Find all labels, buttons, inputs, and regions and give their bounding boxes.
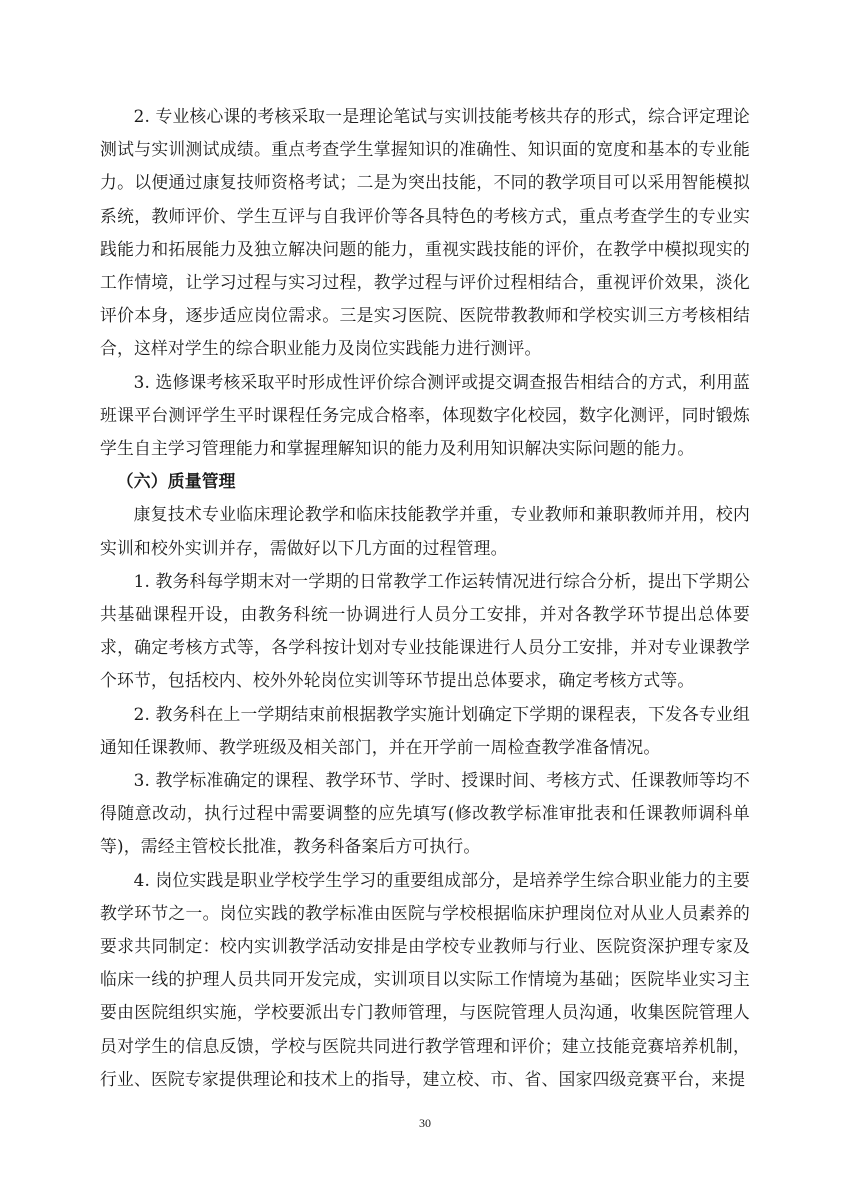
paragraph-post-practice: 4. 岗位实践是职业学校学生学习的重要组成部分，是培养学生综合职业能力的主要教学环节之一。岗位实践的教学标准由医院与学校根据临床护理岗位对从业人员素养的要求共同制定：校内实训教学活动安排是由学校专业教师与行业、医院资深护理专家及临床一线的护理人员共同开发完成，实训项目以实际工作情境为基础；医院毕业实习主要由医院组织实施，学校要派出专门教师管理，与医院管理人员沟通，收集医院管理人员对学生的信息反馈，学校与医院共同进行教学管理和评价；建立技能竞赛培养机制，行业、医院专家提供理论和技术上的指导，建立校、市、省、国家四级竞赛平台，来提 [100, 869, 750, 1089]
paragraph-quality-intro: 康复技术专业临床理论教学和临床技能教学并重，专业教师和兼职教师并用，校内实训和校外实训并存，需做好以下几方面的过程管理。 [100, 504, 750, 558]
document-body [100, 100, 750, 1096]
paragraph-teaching-standard: 3. 教学标准确定的课程、教学环节、学时、授课时间、考核方式、任课教师等均不得随意改动，执行过程中需要调整的应先填写(修改教学标准审批表和任课教师调科单等)，需经主管校长批准，教务科备案后方可执行。 [100, 770, 750, 857]
paragraph-course-schedule: 2. 教务科在上一学期结束前根据教学实施计划确定下学期的课程表，下发各专业组通知任课教师、教学班级及相关部门，并在开学前一周检查教学准备情况。 [100, 703, 750, 757]
paragraph-academic-affairs-analysis: 1. 教务科每学期末对一学期的日常教学工作运转情况进行综合分析，提出下学期公共基础课程开设，由教务科统一协调进行人员分工安排，并对各教学环节提出总体要求，确定考核方式等，各学科按计划对专业技能课进行人员分工安排，并对专业课教学个环节，包括校内、校外外轮岗位实训等环节提出总体要求，确定考核方式等。 [100, 570, 750, 691]
section-heading-quality-management: （六）质量管理 [116, 471, 236, 492]
paragraph-elective-assessment: 3. 选修课考核采取平时形成性评价综合测评或提交调查报告相结合的方式，利用蓝班课平台测评学生平时课程任务完成合格率，体现数字化校园，数字化测评，同时锻炼学生自主学习管理能力和掌握理解知识的能力及利用知识解决实际问题的能力。 [100, 371, 750, 459]
paragraph-core-course-assessment: 2. 专业核心课的考核采取一是理论笔试与实训技能考核共存的形式，综合评定理论测试与实训测试成绩。重点考查学生掌握知识的准确性、知识面的宽度和基本的专业能力。以便通过康复技师资格考试；二是为突出技能，不同的教学项目可以采用智能模拟系统，教师评价、学生互评与自我评价等各具特色的考核方式，重点考查学生的专业实践能力和拓展能力及独立解决问题的能力，重视实践技能的评价，在教学中模拟现实的工作情境，让学习过程与实习过程，教学过程与评价过程相结合，重视评价效果，淡化评价本身，逐步适应岗位需求。三是实习医院、医院带教教师和学校实训三方考核相结合，这样对学生的综合职业能力及岗位实践能力进行测评。 [100, 106, 750, 359]
page-number: 30 [419, 1116, 431, 1130]
